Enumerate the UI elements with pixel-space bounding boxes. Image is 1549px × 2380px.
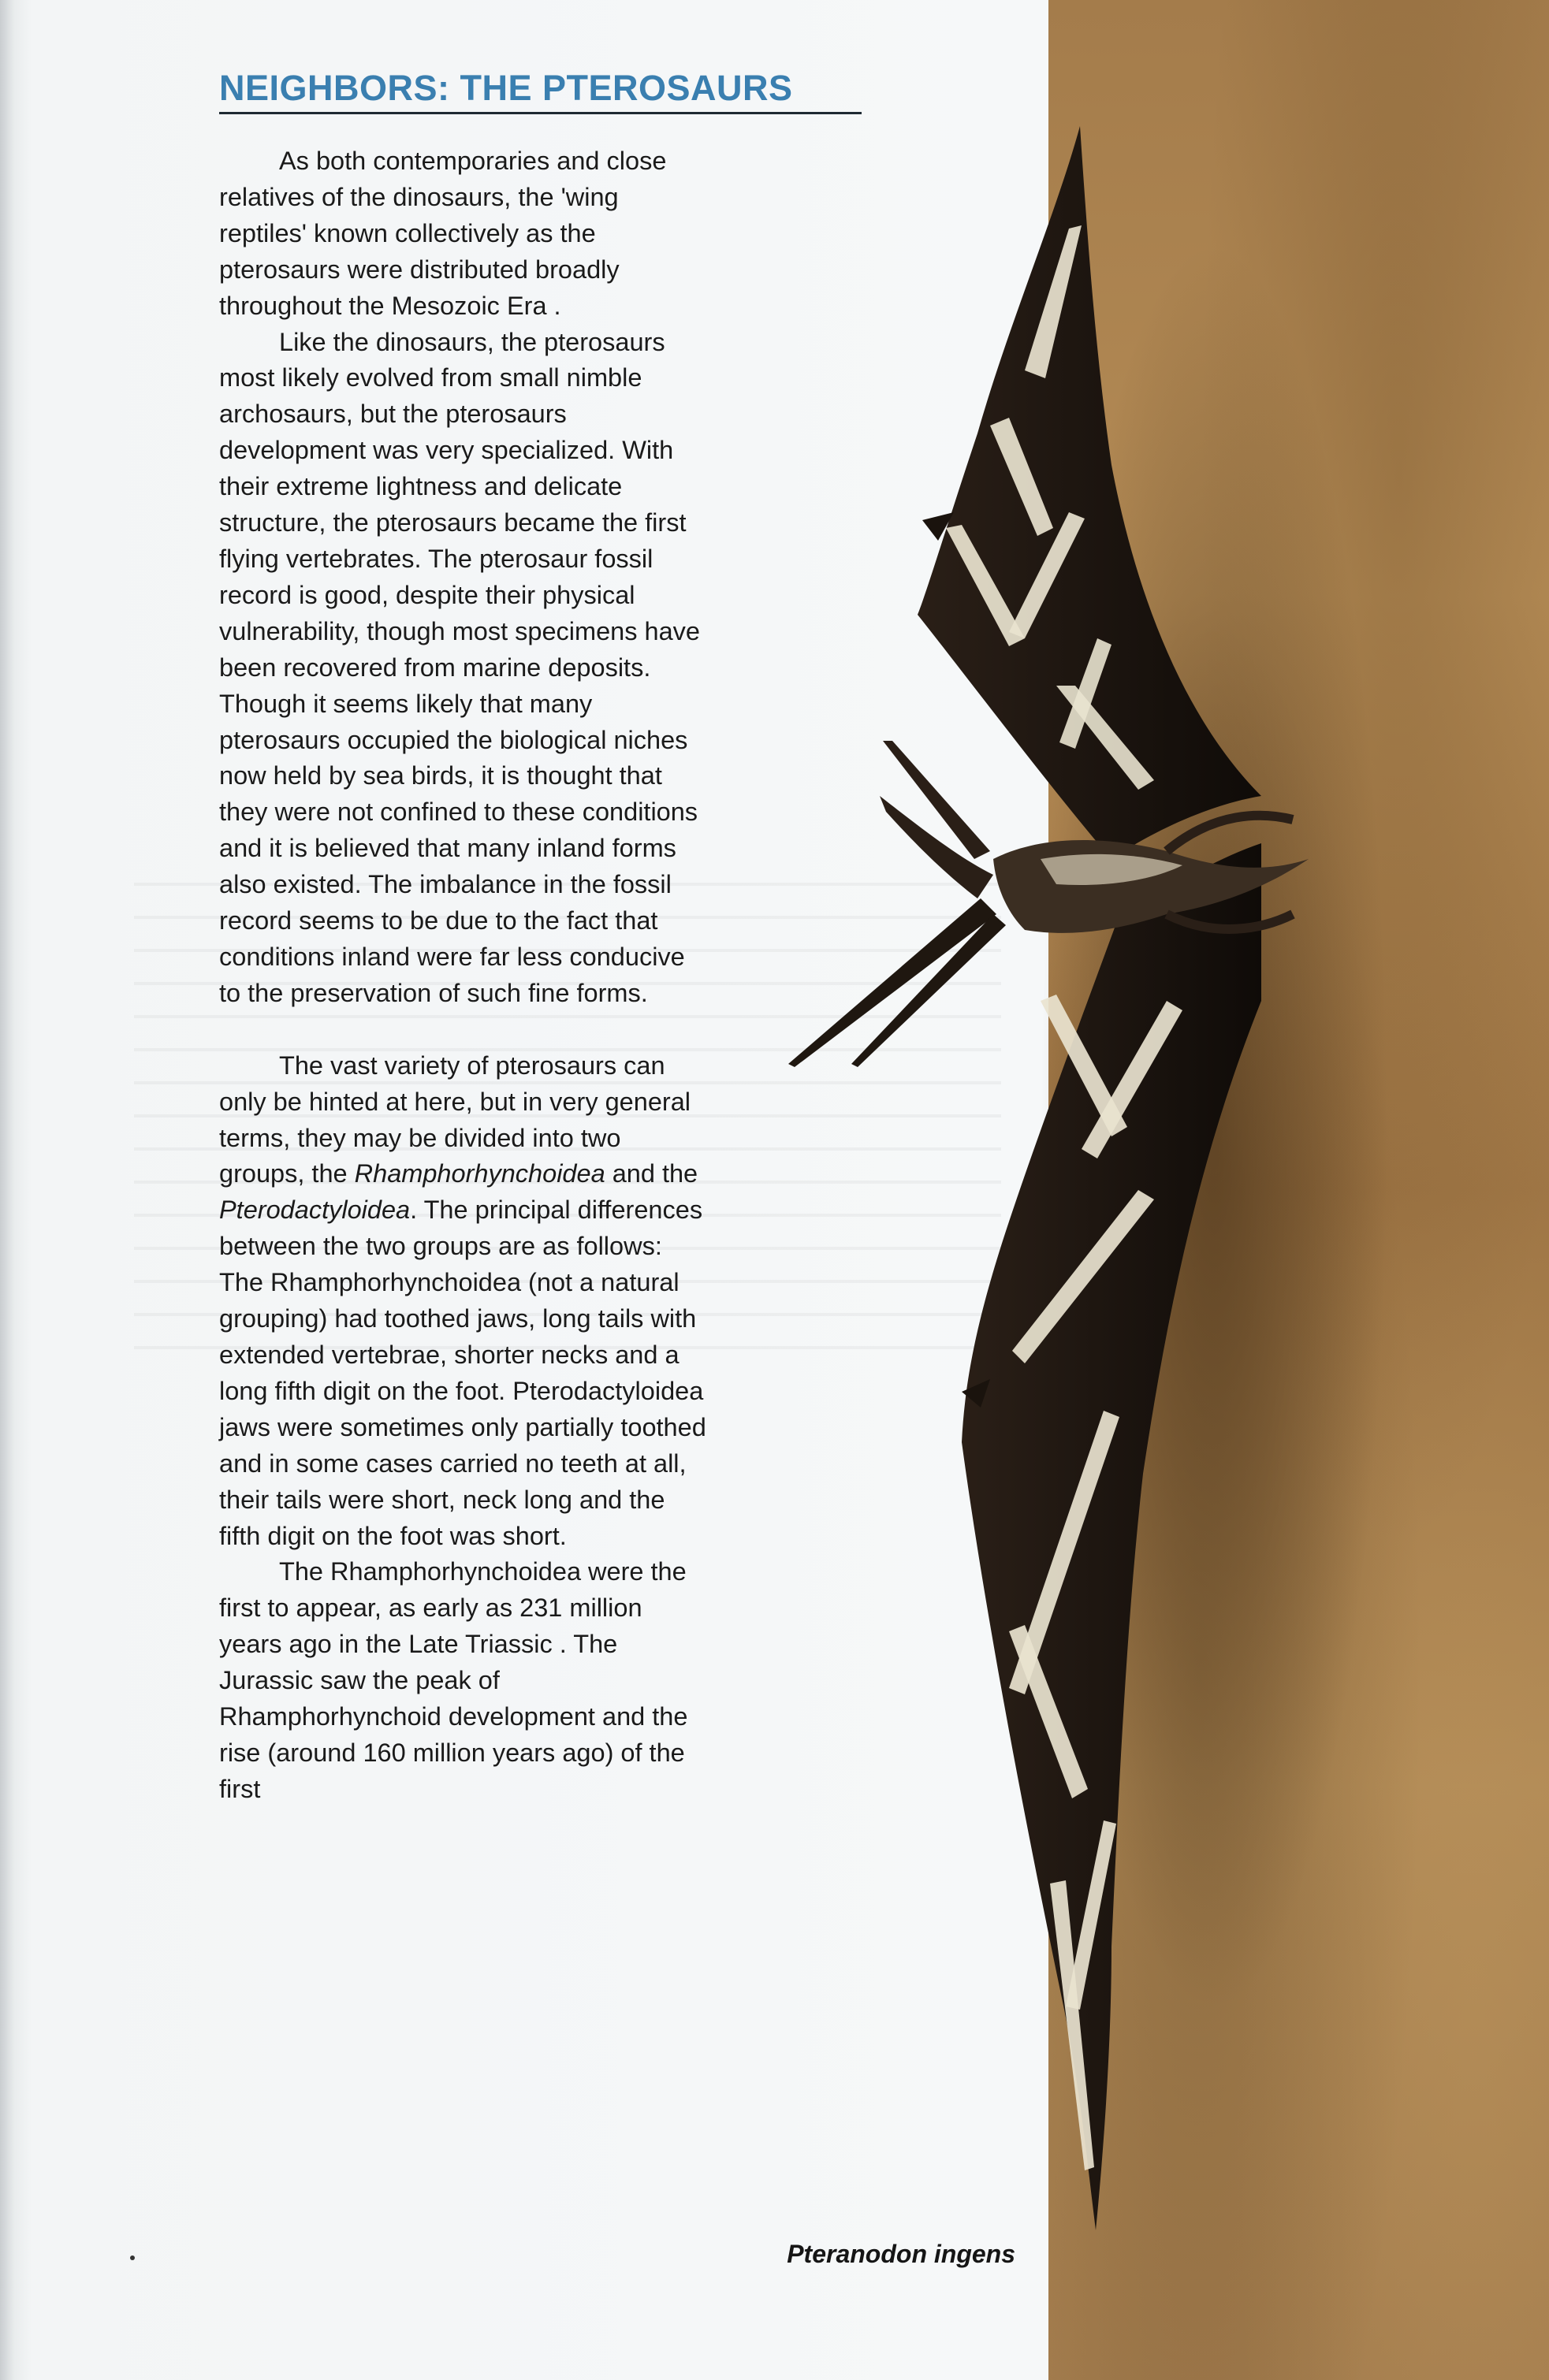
paragraph: Like the dinosaurs, the pterosaurs most likely evolved from small nimble archosaurs, but the pterosaurs development was very specialized. With their extreme lightness and delicate structure, the pterosaurs became the first flying vertebrates. The pterosaur fossil record is good, despite their physical vulnerability, though most specimens have been recovered from marine deposits. Though it seems likely that many pterosaurs occupied the biological niches now held by sea birds, it is thought that they were not confined to these conditions and it is believed that many inland forms also existed. The imbalance in the fossil record seems to be due to the fact that conditions inland were far less conducive to the preservation of such fine forms.: [219, 327, 700, 1007]
taxon-name: Rhamphorhynchoidea: [354, 1159, 605, 1188]
paragraph-rest: . The principal differences between the two groups are as follows: The Rhamphorhynchoidea (not a natural grouping) had toothed jaws, long tails with extended vertebrae, shorter necks and a long fifth digit on the foot. Pterodactyloidea jaws were sometimes only partially toothed and in some cases carried no teeth at all, their tails were short, neck long and the fifth digit on the foot was short.: [219, 1196, 706, 1550]
pteranodon-illustration: [788, 118, 1419, 2246]
taxon-name: Pterodactyloidea: [219, 1196, 411, 1225]
illustration-caption: Pteranodon ingens: [787, 2240, 1015, 2268]
paragraph-conjunction: and the: [612, 1159, 698, 1188]
paragraph-intro: The vast variety of pterosaurs can only be hinted at here, but in very general terms, they may be divided into two groups, the: [219, 1051, 691, 1188]
page-title: NEIGHBORS: THE PTEROSAURS: [219, 68, 793, 108]
print-speck: [130, 2255, 135, 2260]
paragraph: As both contemporaries and close relatives of the dinosaurs, the 'wing reptiles' known collectively as the pterosaurs were distributed broadly throughout the Mesozoic Era .: [219, 147, 667, 320]
title-underline: [219, 112, 862, 114]
article-body: [219, 143, 708, 1808]
paragraph: [219, 1048, 708, 1555]
paragraph: The Rhamphorhynchoidea were the first to appear, as early as 231 million years ago in the Late Triassic . The Jurassic saw the peak of Rhamphorhynchoid development and the rise (around 160 million years ago) of the first: [219, 1557, 688, 1803]
beak: [788, 898, 996, 1067]
